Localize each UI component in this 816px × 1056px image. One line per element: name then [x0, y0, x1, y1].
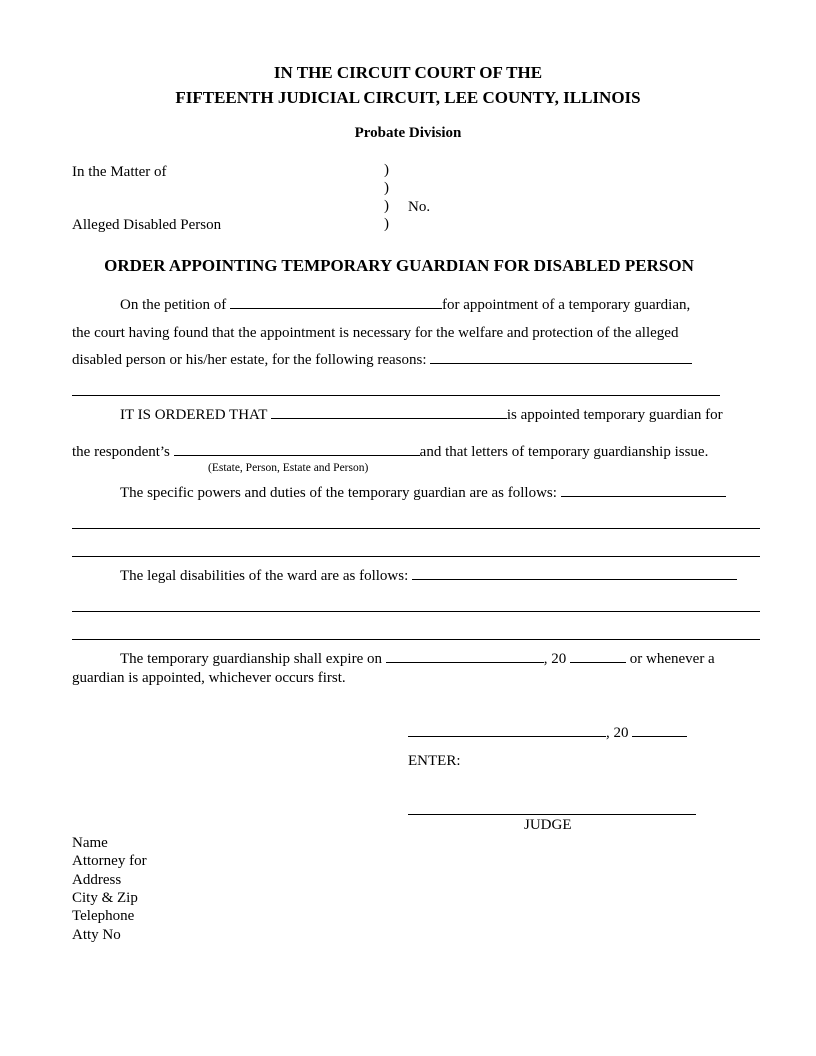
- alleged-disabled-person-label: Alleged Disabled Person: [72, 217, 222, 233]
- expire-year-prefix: , 20: [543, 651, 567, 667]
- entry-year-blank[interactable]: [632, 725, 687, 737]
- judge-signature-line[interactable]: [408, 814, 696, 815]
- caption-paren: ): [384, 216, 389, 232]
- ordered-line: [120, 407, 723, 424]
- attorney-city-zip-label: City & Zip: [72, 890, 138, 906]
- entry-year-prefix: , 20: [606, 725, 629, 741]
- court-name-line2: FIFTEENTH JUDICIAL CIRCUIT, LEE COUNTY, ILLINOIS: [175, 88, 641, 107]
- case-number-label: No.: [408, 199, 431, 215]
- court-name-line1: IN THE CIRCUIT COURT OF THE: [273, 63, 543, 82]
- enter-label: ENTER:: [408, 753, 461, 769]
- order-title: ORDER APPOINTING TEMPORARY GUARDIAN FOR DISABLED PERSON: [104, 256, 694, 275]
- expire-line: [120, 651, 715, 668]
- attorney-address-label: Address: [72, 872, 122, 888]
- attorney-for-label: Attorney for: [72, 853, 147, 869]
- respondent-line: [72, 444, 708, 461]
- caption-paren: ): [384, 198, 389, 214]
- disabilities-line: [120, 568, 737, 585]
- attorney-name-label: Name: [72, 835, 108, 851]
- ordered-suffix: is appointed temporary guardian for: [506, 407, 723, 423]
- expire-suffix: or whenever a: [629, 651, 715, 667]
- reasons-line: [72, 352, 692, 369]
- expire-date-blank[interactable]: [386, 651, 544, 663]
- reasons-blank[interactable]: [430, 352, 692, 364]
- disabilities-continuation-line[interactable]: [72, 611, 760, 612]
- reasons-prefix: disabled person or his/her estate, for the following reasons:: [72, 352, 427, 368]
- caption-paren: ): [384, 162, 389, 178]
- powers-blank[interactable]: [561, 485, 726, 497]
- petition-suffix: for appointment of a temporary guardian,: [441, 297, 691, 313]
- disabilities-prefix: The legal disabilities of the ward are as follows:: [120, 568, 409, 584]
- powers-line: [120, 485, 726, 502]
- powers-continuation-line[interactable]: [72, 556, 760, 557]
- expire-year-blank[interactable]: [570, 651, 626, 663]
- guardianship-type-blank[interactable]: [174, 444, 420, 456]
- expire-line2: guardian is appointed, whichever occurs first.: [72, 670, 346, 686]
- powers-prefix: The specific powers and duties of the temporary guardian are as follows:: [120, 485, 557, 501]
- attorney-number-label: Atty No: [72, 927, 121, 943]
- guardian-name-blank[interactable]: [271, 407, 507, 419]
- guardianship-type-hint: (Estate, Person, Estate and Person): [208, 462, 369, 474]
- attorney-telephone-label: Telephone: [72, 908, 135, 924]
- ordered-prefix: IT IS ORDERED THAT: [120, 407, 268, 423]
- disabilities-continuation-line[interactable]: [72, 639, 760, 640]
- court-found-line: the court having found that the appointment is necessary for the welfare and protection of the alleged: [72, 325, 679, 341]
- respondent-suffix: and that letters of temporary guardianship issue.: [419, 444, 709, 460]
- petitioner-name-blank[interactable]: [230, 297, 442, 309]
- caption-paren: ): [384, 180, 389, 196]
- entry-date-blank[interactable]: [408, 725, 606, 737]
- entry-date-line: [408, 725, 687, 742]
- disabilities-blank[interactable]: [412, 568, 737, 580]
- powers-continuation-line[interactable]: [72, 528, 760, 529]
- petition-line: [120, 297, 690, 314]
- in-the-matter-label: In the Matter of: [72, 164, 167, 180]
- expire-prefix: The temporary guardianship shall expire on: [120, 651, 383, 667]
- petition-prefix: On the petition of: [120, 297, 227, 313]
- reasons-continuation-line[interactable]: [72, 395, 720, 396]
- judge-label: JUDGE: [524, 817, 572, 833]
- respondent-prefix: the respondent’s: [72, 444, 170, 460]
- division-label: Probate Division: [354, 125, 462, 141]
